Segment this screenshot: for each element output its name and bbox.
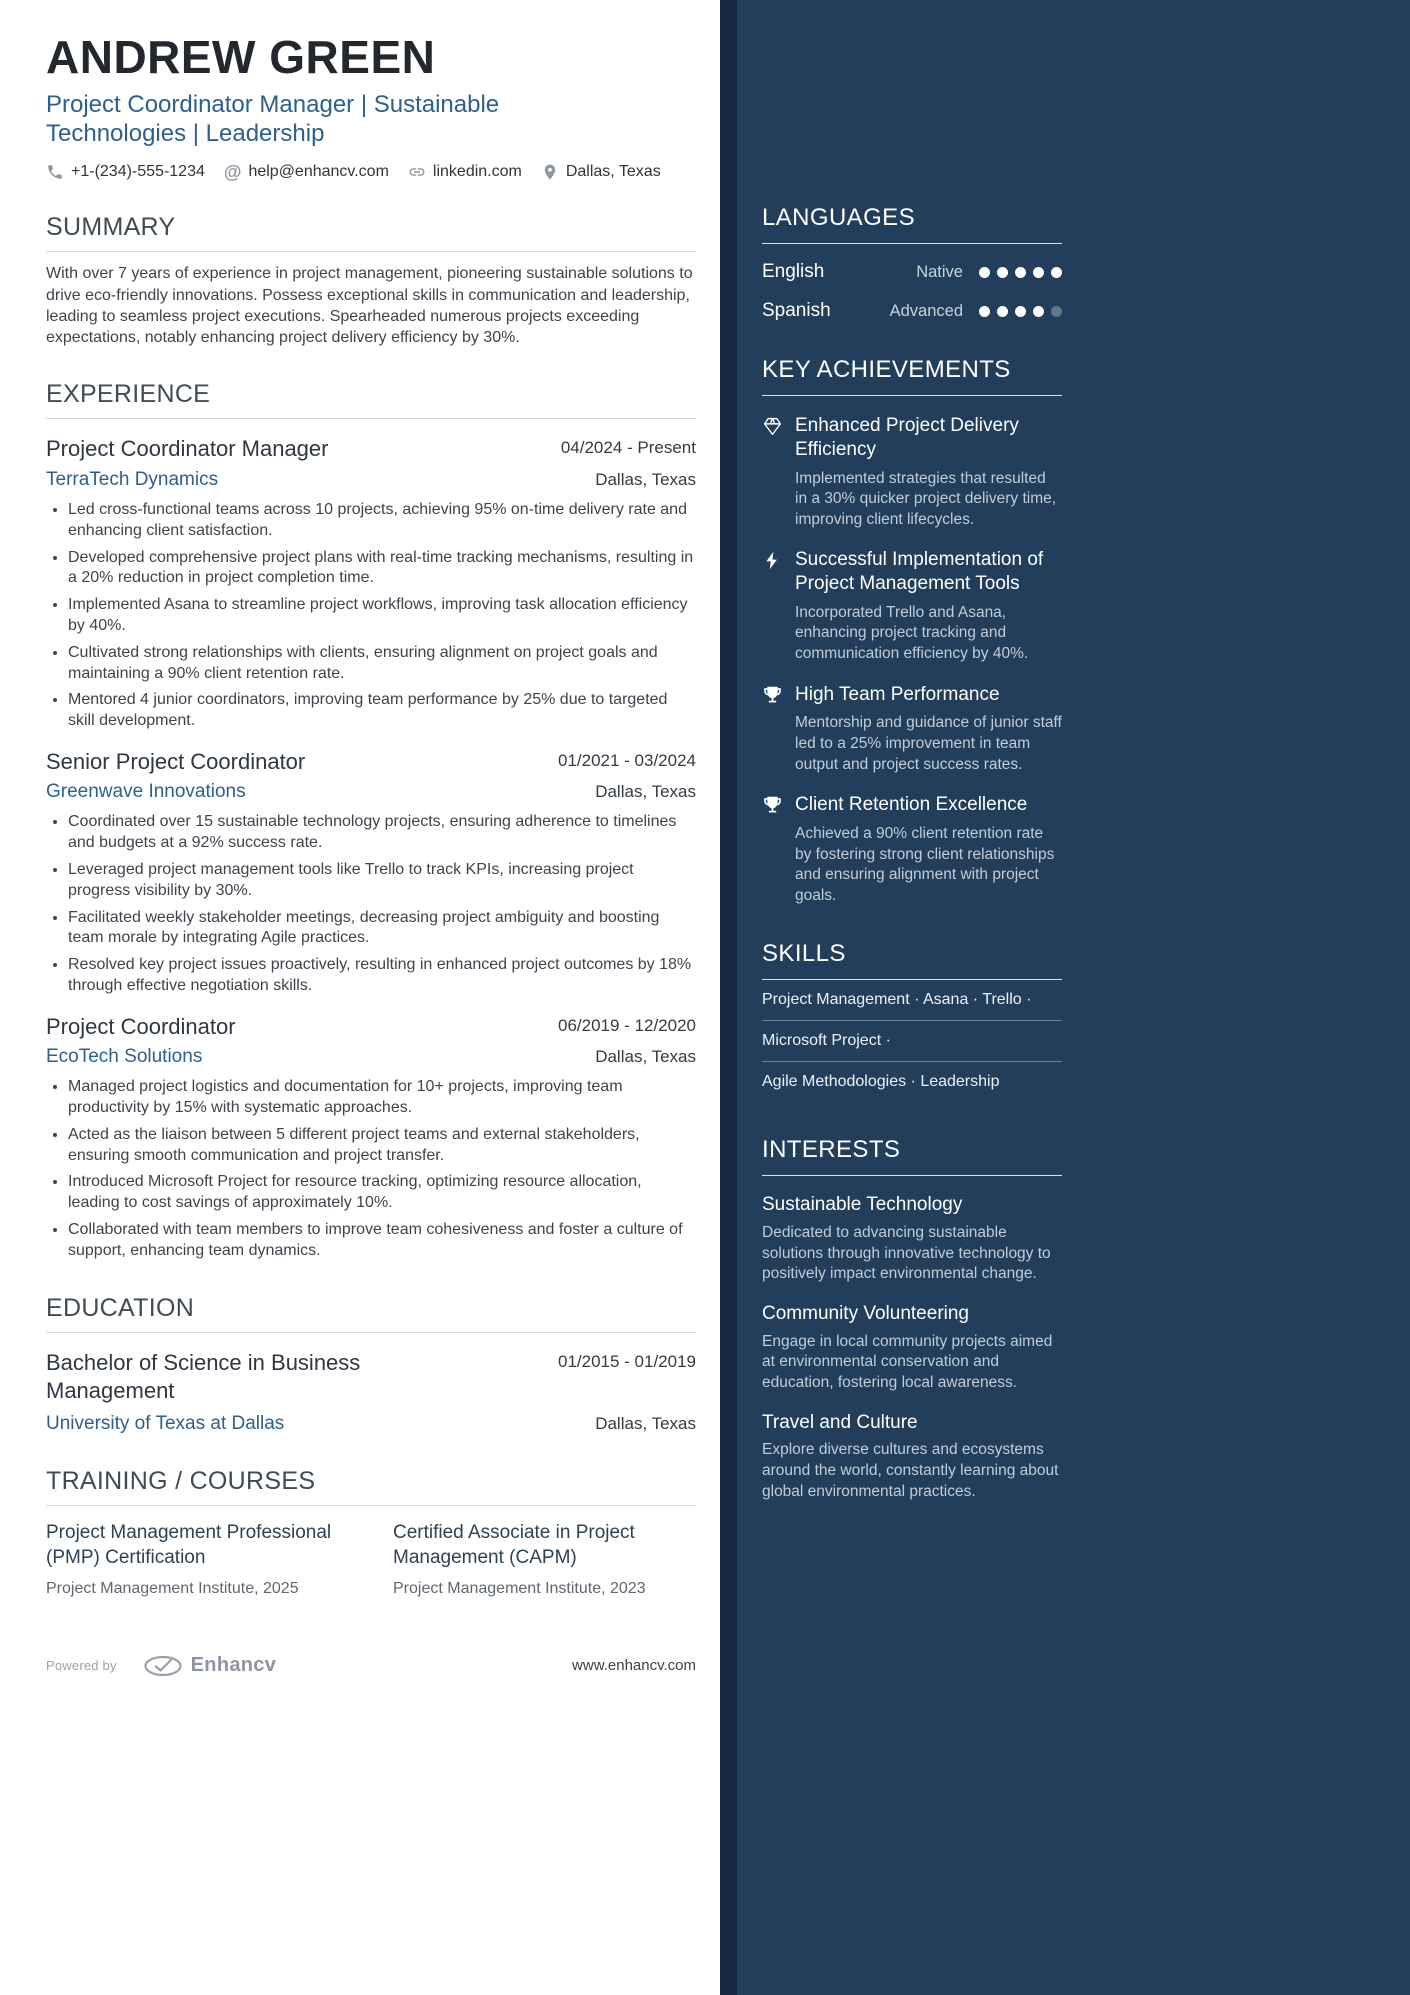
- candidate-name: ANDREW GREEN: [46, 31, 436, 83]
- language-level-dot: [1051, 306, 1062, 317]
- language-level-dot: [1033, 306, 1044, 317]
- powered-by-label: Powered by: [46, 1658, 117, 1674]
- lightning-icon: [762, 548, 784, 664]
- language-level: Advanced: [889, 301, 963, 320]
- interest-text: Dedicated to advancing sustainable solutions through innovative technology to positively impact environmental change.: [762, 1224, 1051, 1283]
- job-title: Project Coordinator: [46, 1013, 236, 1039]
- contact-email[interactable]: [224, 163, 389, 181]
- achievement-item: [762, 793, 1062, 906]
- job-dates: 06/2019 - 12/2020: [557, 1015, 696, 1035]
- language-level-dot: [997, 267, 1008, 278]
- languages-heading: LANGUAGES: [762, 204, 1062, 244]
- achievement-title: Client Retention Excellence: [795, 794, 1028, 816]
- language-level-dot: [979, 267, 990, 278]
- achievements-heading: KEY ACHIEVEMENTS: [762, 356, 1062, 396]
- job-bullets: [46, 1077, 696, 1261]
- skill-row: Agile Methodologies · Leadership: [762, 1073, 1000, 1091]
- language-level-dot: [1015, 306, 1026, 317]
- experience-section: [46, 380, 696, 1261]
- job-bullet: • Facilitated weekly stakeholder meetings, decreasing project ambiguity and boosting team morale by integrating Agile practices.: [68, 908, 696, 950]
- summary-section: [46, 213, 696, 348]
- job-company: Greenwave Innovations: [46, 781, 246, 803]
- job-bullet: • Leveraged project management tools like Trello to track KPIs, increasing project progress visibility by 30%.: [68, 860, 696, 902]
- trophy-icon: [762, 793, 784, 906]
- job-bullet: • Cultivated strong relationships with clients, ensuring alignment on project goals and maintaining a 90% client retention rate.: [68, 643, 696, 685]
- education-section: [46, 1294, 696, 1435]
- website-link[interactable]: www.enhancv.com: [572, 1657, 696, 1675]
- page-footer: [46, 1654, 696, 1677]
- contact-linkedin[interactable]: [408, 163, 522, 181]
- job-location: Dallas, Texas: [595, 1047, 696, 1067]
- language-name: English: [762, 261, 825, 282]
- job-location: Dallas, Texas: [595, 782, 696, 802]
- achievement-title: High Team Performance: [795, 683, 1000, 705]
- achievements-section: [762, 356, 1062, 906]
- interest-text: Engage in local community projects aimed at environmental conservation and education, fostering local awareness.: [762, 1332, 1053, 1391]
- job-bullet: • Acted as the liaison between 5 different project teams and external stakeholders, ensuring smooth communication and project transfer.: [68, 1125, 696, 1167]
- interest-item: [762, 1411, 1062, 1503]
- job-bullet: • Introduced Microsoft Project for resource tracking, optimizing resource allocation, leading to cost savings of approximately 10%.: [68, 1172, 696, 1214]
- language-name: Spanish: [762, 300, 831, 321]
- job-company: EcoTech Solutions: [46, 1046, 203, 1068]
- job-bullet: • Implemented Asana to streamline project workflows, improving task allocation efficiency by 40%.: [68, 595, 696, 637]
- brand-wordmark: Enhancv: [190, 1654, 277, 1677]
- interests-section: [762, 1136, 1062, 1502]
- achievement-item: [762, 548, 1062, 664]
- gem-icon: [762, 414, 784, 530]
- education-heading: EDUCATION: [46, 1294, 696, 1333]
- location-pin-icon: [541, 163, 559, 181]
- training-heading: TRAINING / COURSES: [46, 1467, 696, 1506]
- email-value: help@enhancv.com: [248, 163, 389, 181]
- course-entry: [46, 1521, 349, 1598]
- sidebar-content: [762, 204, 1062, 1502]
- summary-heading: SUMMARY: [46, 213, 696, 252]
- enhancv-ellipse-check-icon: [143, 1655, 183, 1677]
- trophy-icon: [762, 683, 784, 776]
- language-rating: [979, 267, 1062, 278]
- job-bullet: • Mentored 4 junior coordinators, improving team performance by 25% due to targeted skill development.: [68, 690, 696, 732]
- link-icon: [408, 163, 426, 181]
- enhancv-logo: [143, 1654, 276, 1677]
- interest-title: Community Volunteering: [762, 1303, 969, 1324]
- degree: Bachelor of Science in Business Management: [46, 1349, 361, 1403]
- courses-grid: [46, 1521, 696, 1598]
- contact-row: [46, 163, 696, 181]
- skill-row: Microsoft Project ·: [762, 1021, 1062, 1062]
- interest-text: Explore diverse cultures and ecosystems around the world, constantly learning about global environmental practices.: [762, 1441, 1059, 1500]
- job-bullets: [46, 500, 696, 732]
- achievement-text: Implemented strategies that resulted in a 30% quicker project delivery time, improving client lifecycles.: [795, 469, 1057, 528]
- job-entry: [46, 435, 696, 731]
- achievement-text: Mentorship and guidance of junior staff led to a 25% improvement in team output and project success rates.: [795, 714, 1062, 773]
- achievement-title: Successful Implementation of Project Management Tools: [795, 549, 1044, 595]
- language-level-dot: [1051, 267, 1062, 278]
- job-bullet: • Led cross-functional teams across 10 projects, achieving 95% on-time delivery rate and enhancing client satisfaction.: [68, 500, 696, 542]
- summary-text: With over 7 years of experience in project management, pioneering sustainable solutions to drive eco-friendly innovations. Possess exceptional skills in communication and leadership, leading to seamless project executions. Spearheaded numerous projects exceeding expectations, notably enhancing project delivery efficiency by 30%.: [46, 265, 693, 347]
- interest-item: [762, 1193, 1062, 1285]
- skills-section: [762, 940, 1062, 1102]
- training-section: [46, 1467, 696, 1598]
- location-value: Dallas, Texas: [565, 163, 661, 181]
- at-icon: @: [223, 162, 242, 183]
- language-row: [762, 261, 1062, 283]
- sidebar: [720, 0, 1410, 1995]
- job-location: Dallas, Texas: [595, 469, 696, 489]
- course-provider: Project Management Institute, 2023: [393, 1580, 646, 1598]
- achievement-item: [762, 414, 1062, 530]
- job-entry: [46, 1013, 696, 1262]
- course-title: Certified Associate in Project Management (CAPM): [393, 1521, 635, 1568]
- job-dates: 04/2024 - Present: [560, 438, 696, 458]
- achievement-title: Enhanced Project Delivery Efficiency: [795, 415, 1019, 460]
- candidate-title: Project Coordinator Manager | Sustainable Technologies | Leadership: [46, 90, 500, 148]
- language-level-dot: [1033, 267, 1044, 278]
- job-title: Senior Project Coordinator: [46, 748, 306, 774]
- job-company: TerraTech Dynamics: [46, 468, 219, 490]
- phone-value: +1-(234)-555-1234: [71, 163, 205, 181]
- job-entry: [46, 748, 696, 997]
- job-bullet: • Managed project logistics and documentation for 10+ projects, improving team productivity by 15% with systematic approaches.: [68, 1077, 696, 1119]
- achievement-item: [762, 683, 1062, 776]
- job-bullets: [46, 812, 696, 996]
- language-level-dot: [979, 306, 990, 317]
- language-rating: [979, 306, 1062, 317]
- language-level: Native: [916, 262, 963, 281]
- linkedin-value: linkedin.com: [432, 163, 522, 181]
- education-dates: 01/2015 - 01/2019: [557, 1351, 696, 1371]
- skills-heading: SKILLS: [762, 940, 1062, 980]
- contact-location: [541, 163, 661, 181]
- job-bullet: • Collaborated with team members to improve team cohesiveness and foster a culture of support, enhancing team dynamics.: [68, 1220, 696, 1262]
- language-level-dot: [1015, 267, 1026, 278]
- language-row: [762, 300, 1062, 322]
- interest-item: [762, 1302, 1062, 1394]
- achievement-text: Achieved a 90% client retention rate by fostering strong client relationships and ensuring alignment with project goals.: [795, 824, 1055, 904]
- language-level-dot: [997, 306, 1008, 317]
- contact-phone[interactable]: [46, 163, 205, 181]
- school: University of Texas at Dallas: [46, 1412, 285, 1434]
- course-provider: Project Management Institute, 2025: [46, 1580, 299, 1598]
- skill-row: Project Management · Asana · Trello ·: [762, 980, 1062, 1021]
- education-entry: [46, 1349, 696, 1435]
- job-bullet: • Coordinated over 15 sustainable technology projects, ensuring adherence to timelines and budgets at a 92% success rate.: [68, 812, 696, 854]
- course-title: Project Management Professional (PMP) Certification: [46, 1521, 332, 1568]
- education-location: Dallas, Texas: [595, 1413, 696, 1433]
- job-dates: 01/2021 - 03/2024: [557, 750, 696, 770]
- languages-section: [762, 204, 1062, 322]
- course-entry: [393, 1521, 696, 1598]
- interests-heading: INTERESTS: [762, 1136, 1062, 1176]
- interest-title: Sustainable Technology: [762, 1194, 963, 1216]
- experience-heading: EXPERIENCE: [46, 380, 696, 419]
- interest-title: Travel and Culture: [762, 1411, 918, 1433]
- job-title: Project Coordinator Manager: [46, 436, 329, 462]
- job-bullet: • Resolved key project issues proactively, resulting in enhanced project outcomes by 18% through effective negotiation skills.: [68, 955, 696, 997]
- phone-icon: [46, 163, 64, 181]
- achievement-text: Incorporated Trello and Asana, enhancing project tracking and communication efficiency by 40%.: [795, 603, 1029, 663]
- job-bullet: • Developed comprehensive project plans with real-time tracking mechanisms, resulting in a 20% reduction in project completion time.: [68, 548, 696, 590]
